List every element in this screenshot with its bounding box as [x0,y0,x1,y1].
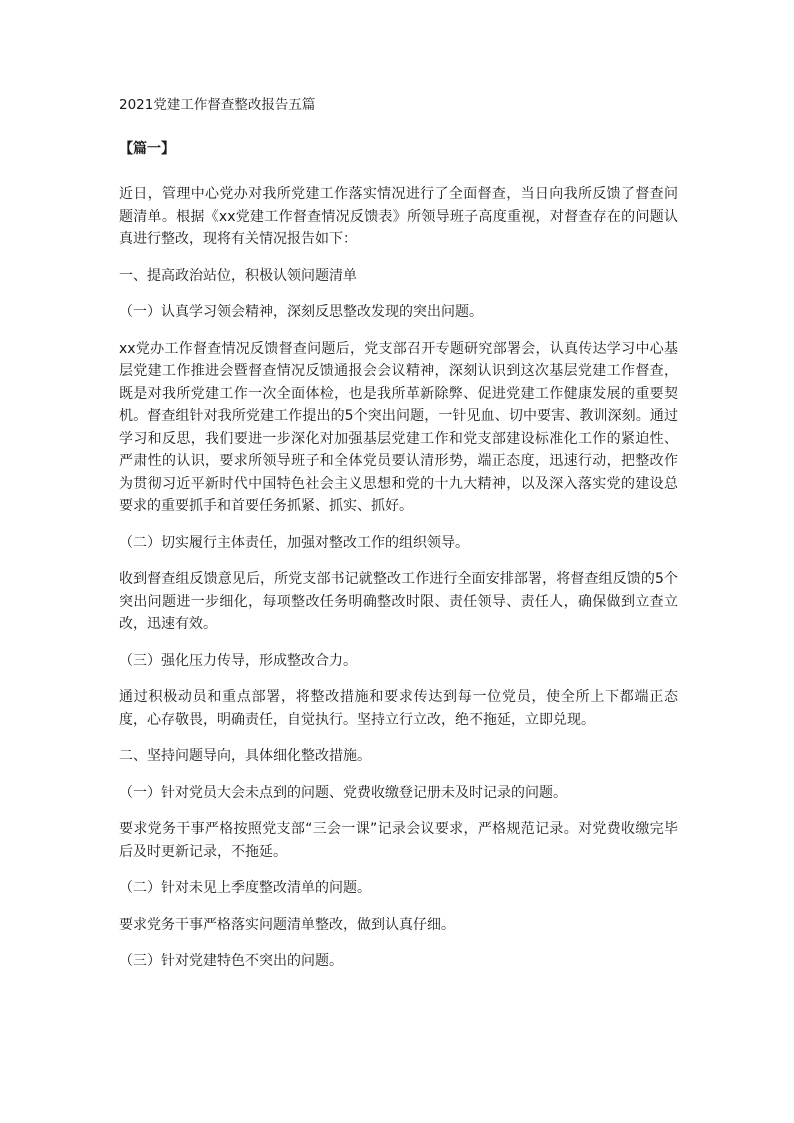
subheading-1-3: （三）强化压力传导，形成整改合力。 [119,652,357,669]
paragraph-1-3: 通过积极动员和重点部署，将整改措施和要求传达到每一位党员，使全所上下都端正态度，心存敬畏，明确责任，自觉执行。坚持立行立改，绝不拖延，立即兑现。 [119,689,678,728]
subheading-1-2: （二）切实履行主体责任，加强对整改工作的组织领导。 [119,534,469,551]
paragraph-1-1: xx党办工作督查情况反馈督查问题后，党支部召开专题研究部署会，认真传达学习中心基层党建工作推进会暨督查情况反馈通报会会议精神，深刻认识到这次基层党建工作督查，既是对我所党建工作一次全面体检，也是我所革新除弊、促进党建工作健康发展的重要契机。督查组针对我所党建工作提出的5个突出问题，一针见血、切中要害、教训深刻。通过学习和反思，我们要进一步深化对加强基层党建工作和党支部建设标准化工作的紧迫性、严肃性的认识，要求所领导班子和全体党员要认清形势，端正态度，迅速行动，把整改作为贯彻习近平新时代中国特色社会主义思想和党的十九大精神，以及深入落实党的建设总要求的重要抓手和首要任务抓紧、抓实、抓好。 [119,340,678,514]
heading-part-two: 二、坚持问题导向，具体细化整改措施。 [119,748,371,764]
document-title: 2021党建工作督查整改报告五篇 [119,97,316,113]
subheading-1-1: （一）认真学习领会精神，深刻反思整改发现的突出问题。 [119,304,483,320]
subheading-2-1: （一）针对党员大会未点到的问题、党费收缴登记册未及时记录的问题。 [119,784,567,801]
paragraph-1-2: 收到督查组反馈意见后，所党支部书记就整改工作进行全面安排部署，将督查组反馈的5个突出问题进一步细化，每项整改任务明确整改时限、责任领导、责任人，确保做到立查立改，迅速有效。 [119,571,678,632]
subheading-2-3: （三）针对党建特色不突出的问题。 [119,953,343,969]
intro-paragraph: 近日，管理中心党办对我所党建工作落实情况进行了全面督查，当日向我所反馈了督查问题清单。根据《xx党建工作督查情况反馈表》所领导班子高度重视，对督查存在的问题认真进行整改，现将有关情况报告如下： [119,186,678,247]
section-label: 【篇一】 [119,141,175,157]
paragraph-2-2: 要求党务干事严格落实问题清单整改，做到认真仔细。 [119,916,455,933]
heading-part-one: 一、提高政治站位，积极认领问题清单 [119,267,357,284]
subheading-2-2: （二）针对未见上季度整改清单的问题。 [119,880,371,896]
paragraph-2-1: 要求党务干事严格按照党支部“三会一课”记录会议要求，严格规范记录。对党费收缴完毕后及时更新记录，不拖延。 [119,821,678,860]
